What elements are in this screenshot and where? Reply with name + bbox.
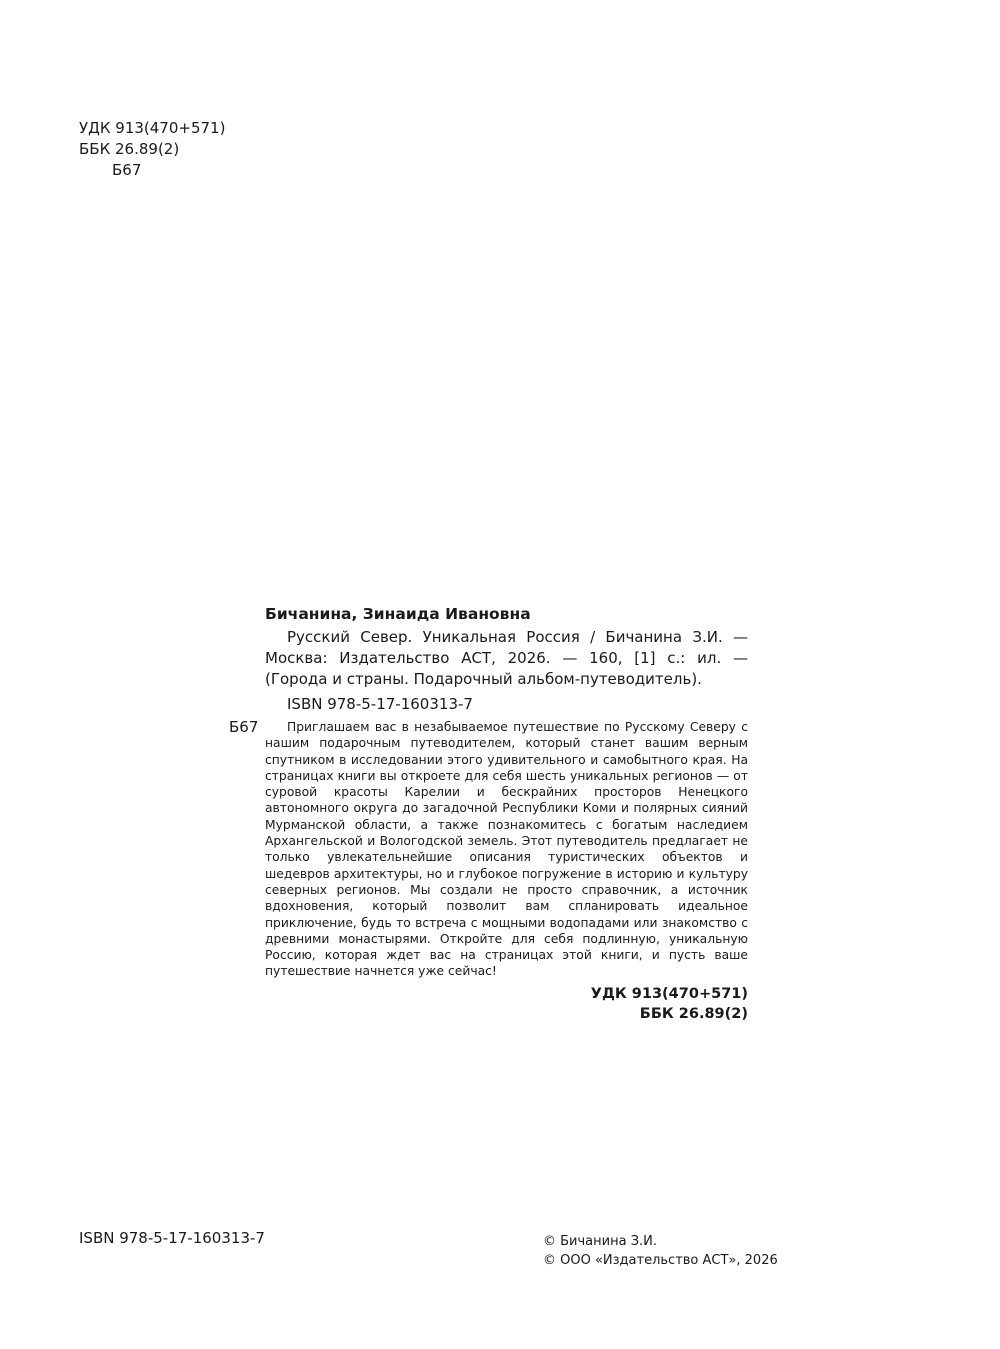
bbk-code: ББК 26.89(2): [639, 1005, 748, 1022]
abstract-block: [229, 718, 748, 980]
author-mark: Б67: [112, 161, 142, 179]
udk-code: УДК 913(470+571): [79, 119, 226, 137]
isbn-line: ISBN 978-5-17-160313-7: [287, 695, 473, 713]
footer-isbn: ISBN 978-5-17-160313-7: [79, 1229, 265, 1247]
bbk-code: ББК 26.89(2): [79, 140, 180, 158]
author-name: Бичанина, Зинаида Ивановна: [265, 605, 531, 623]
copyright-publisher: © ООО «Издательство АСТ», 2026: [543, 1253, 778, 1268]
copyright-block: [543, 1232, 778, 1270]
abstract-text: Приглашаем вас в незабываемое путешествие по Русскому Северу с нашим подарочным путеводителем, который станет вашим верным спутником в исследовании этого удивительного и самобытного края. На страницах книги вы откроете для себя шесть уникальных регионов — от суровой красоты Карелии и бескрайних просторов Ненецкого автономного округа до загадочной Республики Коми и полярных сияний Мурманской области, а также познакомитесь с богатым наследием Архангельской и Вологодской земель. Этот путеводитель предлагает не только увлекательнейшие описания туристических объектов и шедевров архитектуры, но и глубокое погружение в историю и культуру северных регионов. Мы создали не просто справочник, а источник вдохновения, который позволит вам спланировать идеальное приключение, будь то встреча с мощными водопадами или знакомство с древними монастырями. Откройте для себя подлинную, уникальную Россию, которая ждет вас на страницах этой книги, и пусть ваше путешествие начнется уже сейчас!: [265, 720, 748, 979]
copyright-author: © Бичанина З.И.: [543, 1234, 658, 1249]
abstract-author-mark: Б67: [229, 718, 259, 736]
udk-code: УДК 913(470+571): [590, 985, 748, 1002]
bibliographic-record: [229, 604, 748, 1024]
classification-codes-top: [79, 118, 225, 181]
book-description: Русский Север. Уникальная Россия / Бичанина З.И. — Москва: Издательство АСТ, 2026. — 160, [1] с.: ил. — (Города и страны. Подарочный альбом-путеводитель).: [265, 628, 748, 688]
classification-codes-bottom: [265, 984, 748, 1024]
